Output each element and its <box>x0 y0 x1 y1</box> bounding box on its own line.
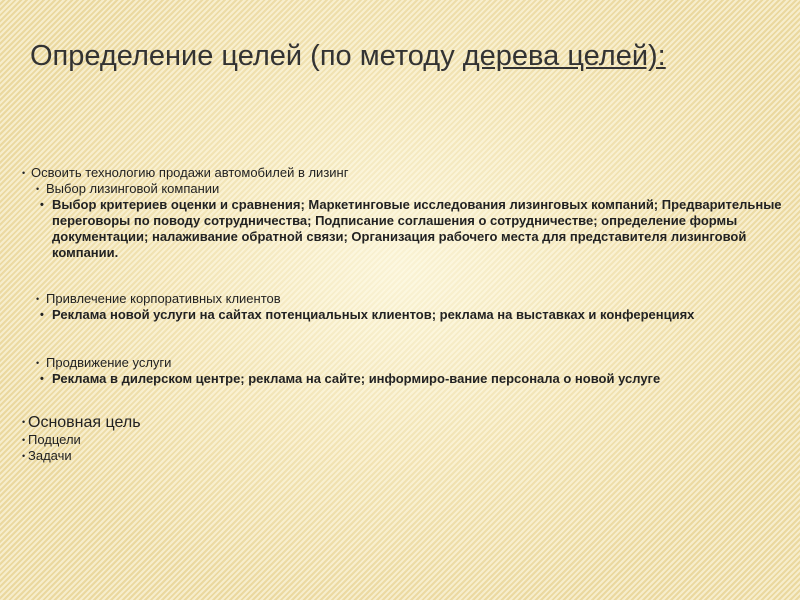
tasks-2-text: Реклама новой услуги на сайтах потенциальных клиентов; реклама на выставках и конференциях <box>52 307 695 322</box>
subgoal-1-text: Выбор лизинговой компании <box>46 181 220 196</box>
legend-tasks <box>22 448 798 464</box>
tasks-1 <box>30 197 798 261</box>
bullet-icon: • <box>22 435 26 445</box>
subgoal-1 <box>30 181 798 197</box>
legend-main-text: Основная цель <box>28 414 141 431</box>
subgoal-2-text: Привлечение корпоративных клиентов <box>46 291 281 306</box>
main-goal-text: Освоить технологию продажи автомобилей в лизинг <box>31 165 349 180</box>
legend-subgoals <box>22 432 798 448</box>
title-prefix: Определение целей (по методу <box>30 40 463 72</box>
main-goal <box>22 165 798 181</box>
bullet-icon: • <box>22 417 26 427</box>
tasks-1-text: Выбор критериев оценки и сравнения; Маркетинговые исследования лизинговых компаний; Предварительные переговоры по поводу сотрудничества; Подписание соглашения о сотрудничестве; определение формы документации; налаживание обратной связи; Организация рабочего места для представителя лизинговой компании. <box>52 197 782 260</box>
bullet-icon: • <box>22 451 26 461</box>
bullet-icon: • <box>36 184 40 194</box>
legend-tasks-text: Задачи <box>28 448 72 463</box>
bullet-icon: • <box>40 373 44 385</box>
bullet-icon: • <box>40 199 44 211</box>
bullet-icon: • <box>22 168 26 178</box>
bullet-icon: • <box>36 294 40 304</box>
title-underlined: дерева целей): <box>462 40 666 72</box>
bullet-icon: • <box>40 309 44 321</box>
tasks-2 <box>30 307 798 323</box>
goal-tree <box>22 165 798 464</box>
bullet-icon: • <box>36 358 40 368</box>
tasks-3-text: Реклама в дилерском центре; реклама на сайте; информиро-вание персонала о новой услуге <box>52 371 661 386</box>
subgoal-3 <box>30 355 798 371</box>
legend-sub-text: Подцели <box>28 432 81 447</box>
tasks-3 <box>30 371 798 387</box>
subgoal-2 <box>30 291 798 307</box>
subgoal-3-text: Продвижение услуги <box>46 355 172 370</box>
legend-main-goal <box>22 414 798 432</box>
slide-title <box>30 40 666 73</box>
